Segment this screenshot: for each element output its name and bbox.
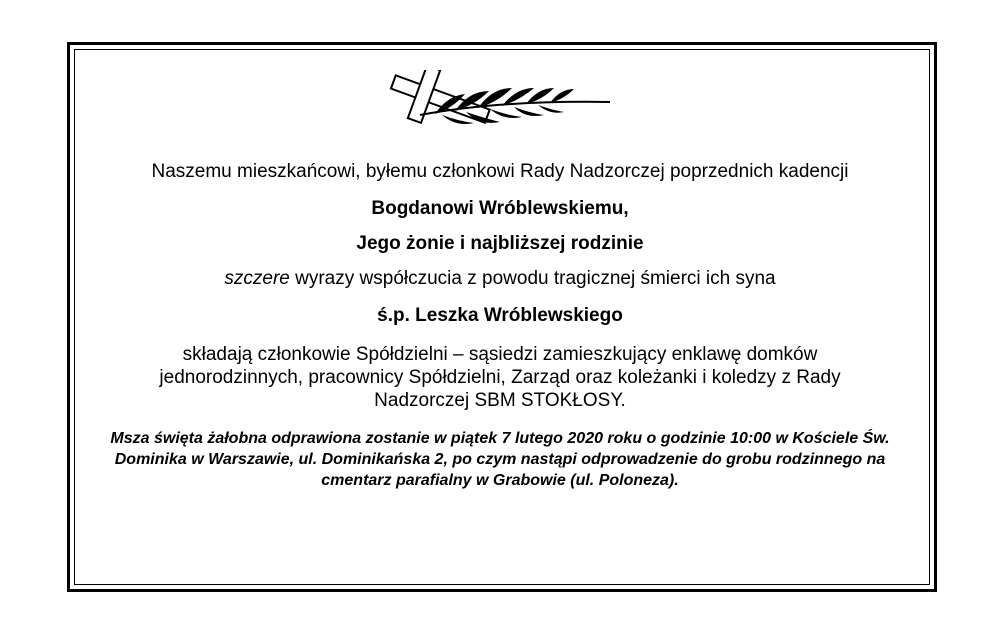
condolence-rest: wyrazy współczucia z powodu tragicznej śmierci ich syna (289, 268, 776, 289)
cross-with-palm-branch-icon (380, 70, 620, 130)
recipient-line-1: Bogdanowi Wróblewskiemu, (371, 198, 629, 219)
deceased-name: ś.p. Leszka Wróblewskiego (377, 305, 623, 326)
recipient-line-2: Jego żonie i najbliższej rodzinie (356, 233, 644, 254)
mass-info-text: Msza święta żałobna odprawiona zostanie w piątek 7 lutego 2020 roku o godzinie 10:00 w Kościele Św. Dominika w Warszawie, ul. Dominikańska 2, po czym nastąpi odprowadzenie do grobu rodzinnego na cmentarz parafialny w Grabowie (ul. Poloneza). (110, 430, 890, 489)
condolence-text (90, 267, 910, 290)
signatories-text: składają członkowie Spółdzielni – sąsiedzi zamieszkujący enklawę domków jednorodzinnych, pracownicy Spółdzielni, Zarząd oraz koleżanki i koledzy z Rady Nadzorczej SBM STOKŁOSY. (159, 344, 841, 411)
intro-text: Naszemu mieszkańcowi, byłemu członkowi Rady Nadzorczej poprzednich kadencji (151, 161, 849, 182)
notice-content (90, 160, 910, 491)
condolence-emphasis: szczere (224, 268, 290, 289)
